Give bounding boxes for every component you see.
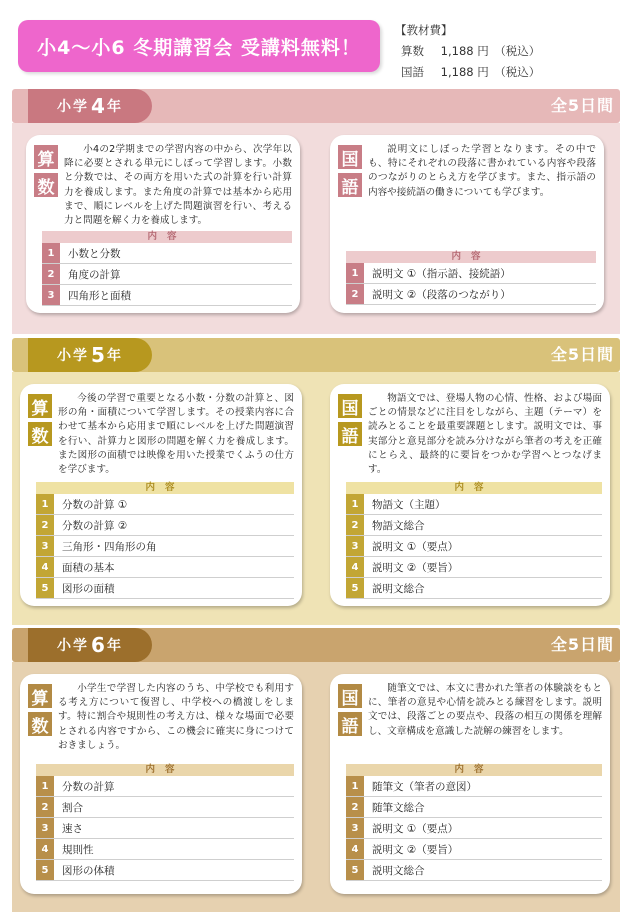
grade-6-header <box>12 628 620 662</box>
row-text: 角度の計算 <box>68 268 121 281</box>
table-row <box>346 578 602 599</box>
math-badge-char: 数 <box>28 712 52 736</box>
row-text: 小数と分数 <box>68 247 121 260</box>
row-number: 2 <box>36 797 54 817</box>
row-text: 図形の面積 <box>62 582 115 595</box>
table-row <box>36 578 294 599</box>
table-row <box>36 515 294 536</box>
japanese-badge-char: 語 <box>338 712 362 736</box>
grade-suffix: 年 <box>106 99 123 115</box>
promo-banner-text: 小4～小6 冬期講習会 受講料無料！ <box>37 36 361 59</box>
grade-4-header <box>12 89 620 123</box>
row-text: 説明文 ①（要点） <box>372 822 459 835</box>
math-badge-char: 数 <box>34 173 58 197</box>
grade-prefix: 小学 <box>57 638 90 654</box>
math-badge-char: 数 <box>28 422 52 446</box>
table-header: 内容 <box>36 482 294 494</box>
japanese-badge-char: 国 <box>338 145 362 169</box>
table-row <box>346 776 602 797</box>
table-row <box>36 557 294 578</box>
row-text: 三角形・四角形の角 <box>62 540 157 553</box>
row-text: 説明文 ②（段落のつながり） <box>372 288 511 301</box>
math-badge-char: 算 <box>28 684 52 708</box>
grade-number: 4 <box>91 94 105 118</box>
table-row <box>346 284 596 305</box>
row-number: 1 <box>346 776 364 796</box>
row-number: 5 <box>36 578 54 598</box>
table-row <box>36 839 294 860</box>
row-number: 1 <box>346 494 364 514</box>
math-description: 今後の学習で重要となる小数・分数の計算と、図形の角・面積について学習します。その授業内容に合わせて基本から応用まで順にレベルを上げた問題演習を行い、計算力と図形の問題を解く力を養成します。また図形の面積では映像を用いた授業でくふうの仕方を学びます。 <box>58 393 294 476</box>
row-number: 5 <box>346 860 364 880</box>
fee-price: 1,188 円 <box>440 44 489 58</box>
row-number: 4 <box>36 557 54 577</box>
row-text: 速さ <box>62 822 83 835</box>
grade-suffix: 年 <box>106 348 123 364</box>
material-fees <box>395 20 540 83</box>
table-row <box>36 818 294 839</box>
table-header: 内容 <box>346 482 602 494</box>
row-text: 物語文（主題） <box>372 498 446 511</box>
grade-5-tab <box>28 338 152 372</box>
row-number: 2 <box>42 264 60 284</box>
row-text: 説明文 ①（指示語、接続語） <box>372 267 511 280</box>
table-row <box>346 557 602 578</box>
grade-4-days: 全5日間 <box>550 96 614 115</box>
japanese-content-table <box>346 251 596 305</box>
fee-note: （税込） <box>494 44 541 58</box>
row-text: 説明文 ①（要点） <box>372 540 459 553</box>
table-row <box>36 536 294 557</box>
grade-6-days: 全5日間 <box>550 635 614 654</box>
table-row <box>42 264 292 285</box>
grade-4-japanese-card <box>330 135 604 313</box>
math-content-table <box>36 764 294 881</box>
table-row <box>36 797 294 818</box>
table-row <box>346 494 602 515</box>
row-text: 割合 <box>62 801 83 814</box>
grade-4-section <box>12 89 620 322</box>
math-badge <box>28 684 52 740</box>
row-number: 4 <box>346 557 364 577</box>
table-row <box>346 263 596 284</box>
row-number: 4 <box>346 839 364 859</box>
fee-price: 1,188 円 <box>440 65 489 79</box>
row-number: 2 <box>346 515 364 535</box>
fee-row-japanese <box>395 62 540 83</box>
grade-prefix: 小学 <box>57 99 90 115</box>
fee-note: （税込） <box>494 65 541 79</box>
table-row <box>36 494 294 515</box>
grade-4-body <box>12 123 620 334</box>
row-text: 図形の体積 <box>62 864 115 877</box>
row-text: 四角形と面積 <box>68 289 131 302</box>
row-number: 1 <box>346 263 364 283</box>
row-number: 3 <box>346 818 364 838</box>
grade-5-section <box>12 338 620 613</box>
row-number: 1 <box>42 243 60 263</box>
fee-subject: 算数 <box>401 44 424 58</box>
table-row <box>346 818 602 839</box>
grade-5-body <box>12 372 620 625</box>
row-text: 説明文 ②（要旨） <box>372 561 459 574</box>
grade-6-japanese-card <box>330 674 610 894</box>
math-badge <box>34 145 58 201</box>
row-text: 分数の計算 ① <box>62 498 128 511</box>
grade-prefix: 小学 <box>57 348 90 364</box>
japanese-content-table <box>346 482 602 599</box>
grade-5-math-card <box>20 384 302 606</box>
grade-6-section <box>12 628 620 900</box>
japanese-badge-char: 語 <box>338 173 362 197</box>
math-description: 小学生で学習した内容のうち、中学校でも利用する考え方について復習し、中学校への橋渡しをします。特に割合や規則性の考え方は、様々な場面で必要とされる内容ですから、この機会に確実に身につけておきましょう。 <box>58 683 294 751</box>
japanese-badge <box>338 145 362 201</box>
grade-4-tab <box>28 89 152 123</box>
row-number: 3 <box>42 285 60 305</box>
row-number: 3 <box>36 818 54 838</box>
row-number: 2 <box>36 515 54 535</box>
grade-5-header <box>12 338 620 372</box>
fee-row-math <box>395 41 540 62</box>
row-text: 説明文総合 <box>372 864 425 877</box>
row-number: 3 <box>346 536 364 556</box>
grade-6-math-card <box>20 674 302 894</box>
grade-6-body <box>12 662 620 912</box>
japanese-badge-char: 語 <box>338 422 362 446</box>
table-row <box>346 515 602 536</box>
row-text: 規則性 <box>62 843 94 856</box>
grade-6-tab <box>28 628 152 662</box>
fees-heading: 【教材費】 <box>395 23 453 37</box>
japanese-description: 随筆文では、本文に書かれた筆者の体験談をもとに、筆者の意見や心情を読みとる練習をします。説明文では、段落ごとの要点や、段落の相互の関係を理解し、文章構成を意識した読解の練習をします。 <box>368 683 602 737</box>
japanese-badge-char: 国 <box>338 394 362 418</box>
row-number: 3 <box>36 536 54 556</box>
japanese-description: 説明文にしぼった学習となります。その中でも、特にそれぞれの段落に書かれている内容や段落のつながりのとらえ方を学びます。また、指示語の内容や接続語の働きについても学びます。 <box>368 144 596 198</box>
grade-suffix: 年 <box>106 638 123 654</box>
grade-5-japanese-card <box>330 384 610 606</box>
table-header: 内容 <box>346 764 602 776</box>
grade-number: 6 <box>91 633 105 657</box>
japanese-content-table <box>346 764 602 881</box>
row-text: 面積の基本 <box>62 561 115 574</box>
row-number: 1 <box>36 494 54 514</box>
row-text: 説明文 ②（要旨） <box>372 843 459 856</box>
table-row <box>42 285 292 306</box>
row-text: 分数の計算 <box>62 780 115 793</box>
table-row <box>346 860 602 881</box>
table-row <box>346 839 602 860</box>
table-header: 内容 <box>36 764 294 776</box>
math-content-table <box>42 231 292 306</box>
row-number: 4 <box>36 839 54 859</box>
row-text: 説明文総合 <box>372 582 425 595</box>
table-row <box>346 797 602 818</box>
promo-banner <box>18 20 380 72</box>
grade-5-days: 全5日間 <box>550 345 614 364</box>
table-row <box>36 860 294 881</box>
row-number: 2 <box>346 284 364 304</box>
table-row <box>346 536 602 557</box>
row-text: 随筆文総合 <box>372 801 425 814</box>
row-number: 5 <box>36 860 54 880</box>
math-badge-char: 算 <box>34 145 58 169</box>
grade-4-math-card <box>26 135 300 313</box>
table-header: 内容 <box>346 251 596 263</box>
row-text: 分数の計算 ② <box>62 519 128 532</box>
japanese-badge <box>338 394 362 450</box>
row-number: 2 <box>346 797 364 817</box>
table-row <box>42 243 292 264</box>
math-content-table <box>36 482 294 599</box>
math-description: 小4の2学期までの学習内容の中から、次学年以降に必要とされる単元にしぼって学習します。小数と分数では、その両方を用いた式の計算を行い計算力を養成します。また角度の計算では基本から応用まで、順にレベルを上げた問題演習を行い、考える力と問題を解く力を養成します。 <box>64 144 292 227</box>
row-text: 物語文総合 <box>372 519 425 532</box>
math-badge <box>28 394 52 450</box>
row-number: 1 <box>36 776 54 796</box>
grade-number: 5 <box>91 343 105 367</box>
math-badge-char: 算 <box>28 394 52 418</box>
row-number: 5 <box>346 578 364 598</box>
japanese-badge-char: 国 <box>338 684 362 708</box>
japanese-description: 物語文では、登場人物の心情、性格、および場面ごとの情景などに注目をしながら、主題（テーマ）を読みとることを最重要課題とします。説明文では、事実部分と意見部分を読み分けながら筆者の考えを正確にとらえ、最終的に要旨をつかむ学習へとつなげます。 <box>368 393 602 476</box>
table-header: 内容 <box>42 231 292 243</box>
row-text: 随筆文（筆者の意図） <box>372 780 477 793</box>
table-row <box>36 776 294 797</box>
japanese-badge <box>338 684 362 740</box>
fee-subject: 国語 <box>401 65 424 79</box>
